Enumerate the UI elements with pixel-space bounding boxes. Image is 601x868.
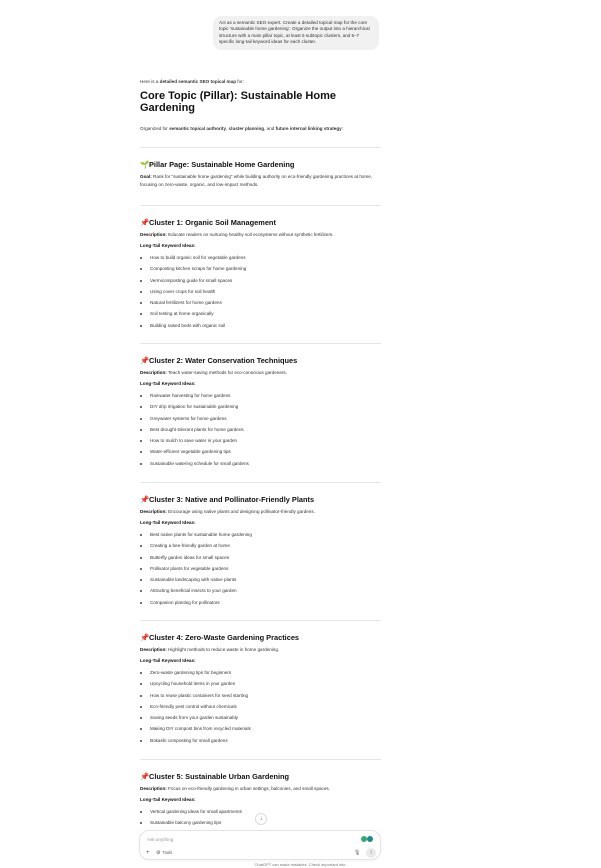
cluster-heading: 📌Cluster 4: Zero-Waste Gardening Practices [140, 633, 300, 642]
keyword-item: Vertical gardening ideas for small apartments [140, 809, 380, 820]
pushpin-icon: 📌 [140, 633, 150, 642]
keyword-ideas-label: Long-Tail Keyword Ideas: [140, 381, 196, 386]
keyword-ideas-label: Long-Tail Keyword Ideas: [140, 520, 196, 525]
keyword-item: Sustainable balcony gardening tips [140, 820, 380, 831]
keyword-item: How to mulch to save water in your garden [140, 438, 380, 449]
response-intro: Here is a detailed semantic SEO topical map for: [140, 79, 244, 84]
cluster-description: Description: Highlight methods to reduce waste in home gardening. [140, 647, 280, 652]
keyword-item: Creating a bee-friendly garden at home [140, 543, 380, 554]
keyword-item: Pollinator plants for vegetable gardens [140, 566, 380, 577]
scroll-to-bottom-button[interactable]: ↓ [255, 813, 267, 825]
pillar-heading: 🌱Pillar Page: Sustainable Home Gardening [140, 160, 295, 169]
keyword-item: Soil testing at home organically [140, 311, 380, 322]
keyword-ideas-label: Long-Tail Keyword Ideas: [140, 797, 196, 802]
message-input[interactable]: Ask anything [147, 837, 174, 842]
keyword-ideas-label: Long-Tail Keyword Ideas: [140, 243, 196, 248]
keyword-item: Natural fertilizers for home gardens [140, 300, 380, 311]
footer-disclaimer: ChatGPT can make mistakes. Check important info. [254, 862, 347, 867]
send-button[interactable]: ↑ [366, 848, 376, 858]
keyword-item: Sustainable watering schedule for small gardens [140, 461, 380, 472]
divider [140, 205, 381, 206]
pushpin-icon: 📌 [140, 772, 150, 781]
cluster-description: Description: Educate readers on nurturing healthy soil ecosystems without synthetic fertilizers. [140, 232, 334, 237]
keyword-item: Bokashi composting for small gardens [140, 738, 380, 749]
cluster-description: Description: Encourage using native plants and designing pollinator-friendly gardens. [140, 509, 315, 514]
seedling-icon: 🌱 [140, 160, 150, 169]
keyword-item: How to reuse plastic containers for seed starting [140, 693, 380, 704]
divider [140, 759, 381, 760]
keyword-item: Attracting beneficial insects to your garden [140, 588, 380, 599]
keyword-item: Greywater systems for home gardens [140, 416, 380, 427]
keyword-ideas-label: Long-Tail Keyword Ideas: [140, 658, 196, 663]
keyword-list [140, 393, 380, 472]
cluster-heading: 📌Cluster 3: Native and Pollinator-Friendly Plants [140, 495, 315, 504]
keyword-item: Saving seeds from your garden sustainably [140, 715, 380, 726]
keyword-item: Best native plants for sustainable home gardening [140, 532, 380, 543]
cluster-heading: 📌Cluster 5: Sustainable Urban Gardening [140, 772, 290, 781]
keyword-item: Zero-waste gardening tips for beginners [140, 670, 380, 681]
keyword-list [140, 670, 380, 749]
divider [140, 620, 381, 621]
keyword-item: Building raised beds with organic soil [140, 323, 380, 334]
keyword-item: How to build organic soil for vegetable gardens [140, 255, 380, 266]
response-title: Core Topic (Pillar): Sustainable Home Gardening [140, 90, 336, 114]
keyword-item: Rainwater harvesting for home gardens [140, 393, 380, 404]
divider [140, 482, 381, 483]
keyword-item: Eco-friendly pest control without chemicals [140, 704, 380, 715]
keyword-item: Making DIY compost bins from recycled materials [140, 726, 380, 737]
keyword-item: Companion planting for pollinators [140, 600, 380, 611]
extension-icon[interactable] [367, 836, 373, 842]
keyword-item: Butterfly garden ideas for small spaces [140, 555, 380, 566]
keyword-list [140, 532, 380, 611]
pushpin-icon: 📌 [140, 495, 150, 504]
pushpin-icon: 📌 [140, 356, 150, 365]
cluster-heading: 📌Cluster 2: Water Conservation Techniques [140, 356, 298, 365]
keyword-item: Composting kitchen scraps for home gardening [140, 266, 380, 277]
keyword-item: DIY drip irrigation for sustainable gardening [140, 404, 380, 415]
tools-button[interactable]: ⚙ Tools [156, 850, 173, 856]
tools-icon: ⚙ [156, 850, 161, 856]
divider [140, 343, 381, 344]
add-attachment-button[interactable]: + [146, 850, 150, 856]
keyword-item: Best drought-tolerant plants for home gardens [140, 427, 380, 438]
pillar-goal: Goal: Rank for “sustainable home gardening” while building authority on eco-friendly gardening practices at home, focusing on zero-waste, organic, and low-impact methods. [140, 174, 373, 187]
user-message-bubble: Act as a semantic SEO expert. Create a detailed topical map for the core topic 'sustainable home gardening'. Organize the output into a hierarchical structure with a main pillar topic, at least 5 subtopic clusters, and 5–7 specific long-tail keyword ideas for each cluster. [213, 16, 379, 50]
keyword-list [140, 255, 380, 334]
keyword-item: Vermicomposting guide for small spaces [140, 278, 380, 289]
keyword-item: Using cover crops for soil health [140, 289, 380, 300]
response-subtitle: Organized for semantic topical authority, cluster planning, and future internal linking strategy: [140, 126, 343, 131]
pushpin-icon: 📌 [140, 218, 150, 227]
cluster-description: Description: Teach water-saving methods for eco-conscious gardeners. [140, 370, 287, 375]
cluster-description: Description: Focus on eco-friendly gardening in urban settings, balconies, and small spaces. [140, 786, 330, 791]
microphone-icon[interactable]: 🎙 [354, 850, 361, 856]
keyword-item: Upcycling household items in your garden [140, 681, 380, 692]
divider [140, 147, 381, 148]
keyword-item: Sustainable landscaping with native plants [140, 577, 380, 588]
cluster-heading: 📌Cluster 1: Organic Soil Management [140, 218, 276, 227]
chat-composer [139, 830, 381, 860]
keyword-item: Water-efficient vegetable gardening tips [140, 449, 380, 460]
